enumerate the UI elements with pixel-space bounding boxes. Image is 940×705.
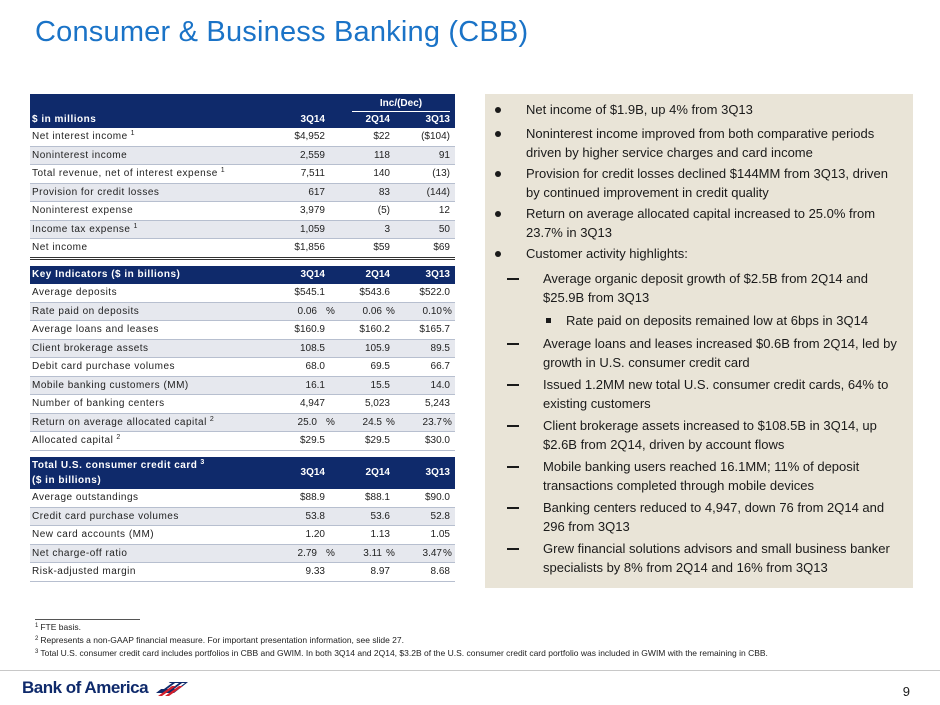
footnote-text: FTE basis. — [40, 622, 81, 632]
row-label-text: Number of banking centers — [32, 398, 165, 409]
table-title: Key Indicators ($ in billions) — [32, 269, 181, 280]
row-label — [32, 202, 133, 220]
bullet-item — [543, 334, 898, 372]
cell-value: $1,856 — [294, 242, 325, 253]
cell-value: 5,243 — [424, 398, 450, 409]
bullet-item — [526, 244, 896, 263]
table-row — [30, 147, 455, 166]
cell-value: (5) — [377, 205, 390, 216]
cell-value: 1.20 — [305, 529, 325, 540]
cell-value: $160.9 — [294, 324, 325, 335]
cell-value: 83 — [378, 186, 390, 198]
percent-sign: % — [443, 416, 452, 428]
footnote-divider — [35, 619, 140, 620]
bullet-dot-icon — [495, 171, 501, 177]
bullet-dash-icon — [507, 466, 519, 468]
table-row — [30, 221, 455, 240]
footnote-ref: 3 — [200, 459, 205, 466]
percent-sign: % — [443, 305, 452, 317]
cell-value: 69.5 — [370, 361, 390, 372]
table-row — [30, 414, 455, 433]
bullet-text: Issued 1.2MM new total U.S. consumer credit cards, 64% to existing customers — [543, 377, 889, 411]
cell-value: 53.8 — [305, 510, 325, 522]
footnote-ref: 1 — [220, 167, 226, 174]
bullet-item — [543, 269, 898, 307]
table-row — [30, 184, 455, 203]
cell-value: 118 — [374, 149, 390, 161]
bullet-item — [543, 375, 898, 413]
bullet-dash-icon — [507, 384, 519, 386]
cell-value: $88.1 — [364, 492, 390, 503]
row-label — [32, 284, 117, 302]
inc-dec-header: Inc/(Dec) — [352, 96, 450, 112]
bullet-text: Average loans and leases increased $0.6B from 2Q14, led by growth in U.S. consumer credit card — [543, 336, 897, 370]
cell-value: 617 — [308, 186, 325, 198]
cell-value: 89.5 — [430, 342, 450, 354]
row-label-text: Income tax expense — [32, 223, 131, 235]
page-title: Consumer & Business Banking (CBB) — [35, 16, 529, 48]
col-header: 2Q14 — [365, 467, 390, 478]
bullet-dot-icon — [495, 251, 501, 257]
bullet-item — [526, 124, 896, 162]
cell-value: $543.6 — [359, 287, 390, 298]
table-row — [30, 340, 455, 359]
row-label — [32, 303, 139, 321]
footnote-ref: 2 — [209, 415, 215, 423]
cell-value: (13) — [432, 168, 450, 179]
table-row — [30, 508, 455, 527]
footnote-number: 1 — [35, 623, 39, 629]
bullet-item — [543, 457, 898, 495]
cell-value: 25.0 — [297, 416, 317, 428]
row-label — [32, 239, 88, 257]
row-label — [32, 184, 159, 202]
bullet-text: Rate paid on deposits remained low at 6bps in 3Q14 — [566, 313, 869, 328]
bullet-item — [566, 311, 901, 330]
cell-value: 3.11 — [363, 547, 382, 559]
footnote-1 — [35, 622, 81, 632]
footnote-3 — [35, 648, 768, 658]
footnote-number: 3 — [35, 649, 39, 655]
row-label — [32, 321, 159, 339]
cell-value: 140 — [373, 168, 390, 179]
row-label-text: New card accounts (MM) — [32, 529, 155, 540]
bullet-text: Return on average allocated capital increased to 25.0% from 23.7% in 3Q13 — [526, 206, 876, 240]
row-label — [32, 526, 154, 544]
table-row — [30, 563, 455, 582]
table-row — [30, 545, 455, 564]
table-header — [30, 94, 455, 128]
cell-value: $59 — [373, 242, 390, 253]
table-row — [30, 432, 455, 451]
bank-logo — [22, 678, 190, 698]
col-header: 3Q13 — [425, 467, 450, 478]
row-label — [32, 545, 127, 563]
cell-value: (144) — [426, 186, 450, 198]
cell-value: $29.5 — [299, 435, 325, 446]
bullet-text: Grew financial solutions advisors and small business banker specialists by 8% from 2Q14 and 16% from 3Q13 — [543, 541, 890, 575]
key-indicators-table — [30, 266, 455, 451]
bullet-text: Provision for credit losses declined $144MM from 3Q13, driven by continued improvement in credit quality — [526, 166, 888, 200]
row-label-text: Debit card purchase volumes — [32, 361, 176, 372]
units-label: $ in millions — [32, 114, 97, 125]
bullet-text: Net income of $1.9B, up 4% from 3Q13 — [526, 102, 753, 117]
bullet-dash-icon — [507, 278, 519, 280]
col-header: 3Q14 — [300, 114, 325, 125]
bullet-dash-icon — [507, 548, 519, 550]
row-label-text: Net income — [32, 242, 88, 253]
col-header: 2Q14 — [365, 114, 390, 125]
row-label-text: Average deposits — [32, 287, 118, 298]
row-label — [32, 147, 127, 165]
cell-value: 12 — [438, 205, 450, 216]
bullet-dash-icon — [507, 425, 519, 427]
footnote-2 — [35, 635, 404, 645]
row-label-text: Noninterest income — [32, 149, 128, 161]
row-label-text: Risk-adjusted margin — [32, 566, 136, 577]
table-row — [30, 358, 455, 377]
bullet-text: Mobile banking users reached 16.1MM; 11% of deposit transactions completed through mobile devices — [543, 459, 860, 493]
cell-value: 91 — [438, 149, 450, 161]
cell-value: 1.05 — [430, 529, 450, 540]
row-label-text: Mobile banking customers (MM) — [32, 379, 189, 391]
cell-value: 3.47 — [422, 547, 442, 559]
bullet-item — [543, 416, 898, 454]
row-label-text: Average loans and leases — [32, 324, 159, 335]
cell-value: 0.06 — [362, 305, 382, 317]
bullet-text: Banking centers reduced to 4,947, down 76 from 2Q14 and 296 from 3Q13 — [543, 500, 885, 534]
cell-value: $160.2 — [359, 324, 390, 335]
percent-sign: % — [386, 547, 395, 559]
bullet-item — [526, 164, 896, 202]
col-header: 3Q13 — [425, 269, 450, 280]
row-label-text: Total revenue, net of interest expense — [32, 168, 218, 179]
cell-value: $545.1 — [294, 287, 325, 298]
row-label-text: Net charge-off ratio — [32, 547, 128, 559]
cell-value: $165.7 — [419, 324, 450, 335]
percent-sign: % — [386, 416, 395, 428]
bullet-text: Noninterest income improved from both comparative periods driven by higher service charges and card income — [526, 126, 875, 160]
row-label — [32, 489, 139, 507]
row-label — [32, 221, 138, 239]
bullet-item — [526, 100, 896, 119]
bullet-item — [543, 498, 898, 536]
cell-value: 8.97 — [370, 566, 390, 577]
cell-value: 108.5 — [299, 342, 325, 354]
cell-value: 4,947 — [299, 398, 325, 409]
cell-value: 14.0 — [430, 379, 450, 391]
credit-card-table — [30, 457, 455, 582]
table-subtitle: ($ in billions) — [32, 475, 102, 486]
footnote-text: Represents a non-GAAP financial measure. For important presentation information, see slide 27. — [40, 635, 404, 645]
row-label — [32, 165, 225, 183]
cell-value: 68.0 — [305, 361, 325, 372]
row-label — [32, 358, 175, 376]
cell-value: 105.9 — [364, 342, 390, 354]
cell-value: 53.6 — [370, 510, 390, 522]
table-row — [30, 284, 455, 303]
row-label — [32, 377, 189, 395]
cell-value: $30.0 — [424, 435, 450, 446]
table-header — [30, 266, 455, 284]
bullet-dot-icon — [495, 211, 501, 217]
cell-value: 16.1 — [305, 379, 325, 391]
footer-divider — [0, 670, 940, 671]
bullet-text: Customer activity highlights: — [526, 246, 688, 261]
bullet-item — [543, 539, 898, 577]
cell-value: 24.5 — [362, 416, 382, 428]
cell-value: 9.33 — [305, 566, 325, 577]
cell-value: 0.06 — [297, 305, 317, 317]
bullet-item — [526, 204, 896, 242]
table-row — [30, 321, 455, 340]
footnote-number: 2 — [35, 636, 39, 642]
page-number: 9 — [902, 684, 910, 699]
row-label-text: Credit card purchase volumes — [32, 510, 179, 522]
cell-value: 0.10 — [422, 305, 442, 317]
row-label-text: Allocated capital — [32, 435, 114, 446]
row-label — [32, 508, 179, 526]
cell-value: 2.79 — [297, 547, 317, 559]
cell-value: 15.5 — [370, 379, 390, 391]
income-statement-table — [30, 94, 455, 260]
cell-value: $522.0 — [419, 287, 450, 298]
cell-value: $29.5 — [364, 435, 390, 446]
bullet-dot-icon — [495, 131, 501, 137]
col-header: 2Q14 — [365, 269, 390, 280]
col-header: 3Q14 — [300, 269, 325, 280]
cell-value: 66.7 — [430, 361, 450, 372]
cell-value: $69 — [433, 242, 450, 253]
cell-value: 52.8 — [430, 510, 450, 522]
table-row — [30, 395, 455, 414]
row-label-text: Net interest income — [32, 131, 128, 142]
table-row — [30, 239, 455, 260]
cell-value: 23.7 — [422, 416, 442, 428]
col-header: 3Q14 — [300, 467, 325, 478]
footnote-text: Total U.S. consumer credit card includes portfolios in CBB and GWIM. In both 3Q14 and 2Q14, $3.2B of the U.S. consumer credit card portfolio was included in GWIM with the remaining in CBB. — [40, 648, 768, 658]
row-label-text: Client brokerage assets — [32, 342, 149, 354]
table-header — [30, 457, 455, 489]
bullet-text: Client brokerage assets increased to $108.5B in 3Q14, up $2.6B from 2Q14, driven by account flows — [543, 418, 877, 452]
cell-value: 3,979 — [299, 205, 325, 216]
table-row — [30, 165, 455, 184]
bullet-dash-icon — [507, 343, 519, 345]
percent-sign: % — [326, 547, 335, 559]
row-label-text: Rate paid on deposits — [32, 305, 140, 317]
bullet-square-icon — [546, 318, 551, 323]
bullet-dash-icon — [507, 507, 519, 509]
cell-value: 50 — [438, 223, 450, 235]
col-header: 3Q13 — [425, 114, 450, 125]
flag-logo-icon — [154, 679, 190, 697]
row-label — [32, 432, 121, 450]
table-row — [30, 489, 455, 508]
bullet-text: Average organic deposit growth of $2.5B from 2Q14 and $25.9B from 3Q13 — [543, 271, 868, 305]
row-label — [32, 128, 135, 146]
footnote-ref: 2 — [116, 434, 121, 441]
cell-value: ($104) — [421, 131, 450, 142]
row-label-text: Return on average allocated capital — [32, 416, 207, 428]
cell-value: $4,952 — [294, 131, 325, 142]
cell-value: 1,059 — [299, 223, 325, 235]
row-label — [32, 395, 165, 413]
percent-sign: % — [326, 416, 335, 428]
footnote-ref: 1 — [130, 130, 136, 137]
footnote-ref: 1 — [133, 222, 138, 230]
row-label — [32, 414, 214, 432]
logo-text: Bank of America — [22, 678, 149, 697]
percent-sign: % — [386, 305, 395, 317]
cell-value: 7,511 — [300, 168, 325, 179]
cell-value: $90.0 — [424, 492, 450, 503]
row-label — [32, 340, 149, 358]
bullet-dot-icon — [495, 107, 501, 113]
table-row — [30, 202, 455, 221]
table-row — [30, 377, 455, 396]
table-row — [30, 303, 455, 322]
table-title-line-1: Total U.S. consumer credit card — [32, 460, 198, 471]
row-label-text: Average outstandings — [32, 492, 139, 503]
row-label — [32, 563, 136, 581]
cell-value: 8.68 — [430, 566, 450, 577]
table-title — [32, 459, 205, 473]
cell-value: 2,559 — [299, 149, 325, 161]
cell-value: $22 — [373, 131, 390, 142]
table-row — [30, 526, 455, 545]
cell-value: 1.13 — [370, 529, 390, 540]
table-row — [30, 128, 455, 147]
row-label-text: Provision for credit losses — [32, 186, 160, 198]
cell-value: 3 — [384, 223, 390, 235]
percent-sign: % — [443, 547, 452, 559]
percent-sign: % — [326, 305, 335, 317]
cell-value: 5,023 — [364, 398, 390, 409]
row-label-text: Noninterest expense — [32, 205, 134, 216]
cell-value: $88.9 — [299, 492, 325, 503]
